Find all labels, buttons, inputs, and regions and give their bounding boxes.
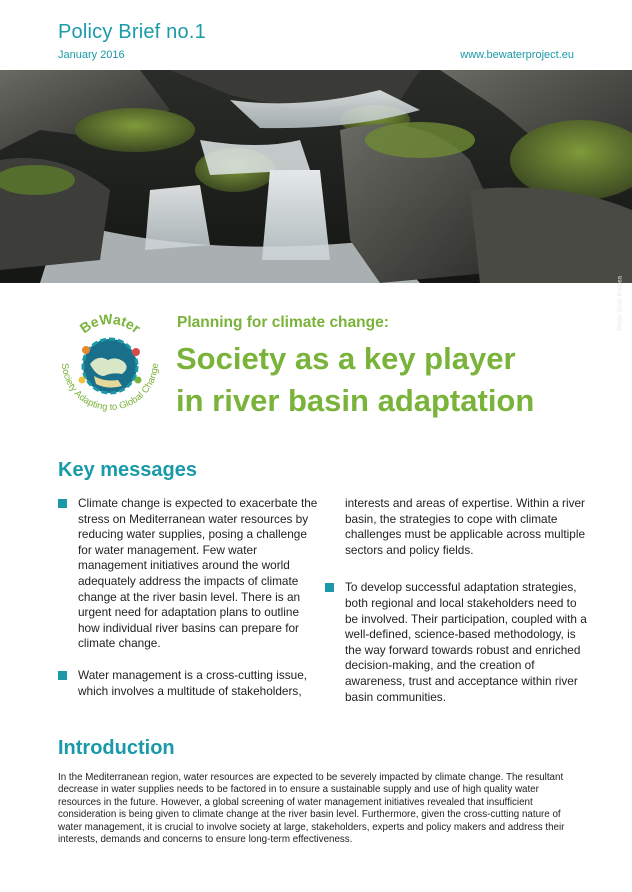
svg-text:Society Adapting to Global Cha: Society Adapting to Global Change [58, 362, 162, 414]
project-url-link[interactable]: www.bewaterproject.eu [460, 49, 574, 61]
brief-date: January 2016 [58, 49, 125, 61]
bullet-square-icon [325, 583, 334, 592]
key-message-3-text: To develop successful adaptation strategies, both regional and local stakeholders need to be involved. Their participation, coupled with a well-defined, science-based methodology, is the way forward towards robust and enriched decision-making, and the creation of awareness, trust and acceptance within river basin communities. [345, 580, 587, 704]
brief-title: Policy Brief no.1 [58, 21, 206, 43]
key-message-2-text: Water management is a cross-cutting issue, which involves a multitude of stakeholders, [78, 667, 308, 698]
page-header [0, 0, 632, 70]
waterfall-illustration [0, 70, 632, 283]
key-messages-heading: Key messages [58, 459, 197, 481]
key-message-1-text: Climate change is expected to exacerbate the stress on Mediterranean water resources by reducing water supplies, posing a challenge for water management. Few water management initiatives around the world adequately address the impacts of climate change at the river basin level. There is an urgent need for adaptation plans to outline how individual river basins can prepare for climate change. [78, 496, 318, 651]
key-messages-right-column [325, 496, 587, 721]
photo-credit: Photo: Enric Badosa [618, 276, 624, 331]
headline-title-line1: Society as a key player [176, 341, 516, 376]
headline-subtitle: Planning for climate change: [177, 314, 389, 331]
headline-title-line2: in river basin adaptation [176, 383, 535, 418]
bullet-square-icon [58, 671, 67, 680]
bewater-logo-graphic [52, 306, 168, 426]
key-message-2 [58, 668, 320, 699]
bullet-square-icon [58, 499, 67, 508]
headline-title [176, 338, 596, 422]
svg-text:BeWater: BeWater [76, 310, 144, 337]
bewater-logo [52, 306, 168, 426]
key-message-1 [58, 496, 320, 652]
key-message-2-continued: interests and areas of expertise. Within a river basin, the strategies to cope with climate challenges must be applicable across multiple sectors and policy fields. [345, 496, 585, 557]
introduction-body: In the Mediterranean region, water resources are expected to be severely impacted by climate change. The resultant decrease in water supplies needs to be factored in to ensure a sustainable supply and use of high quality water resources in the future. However, a global screening of water management initiatives revealed that insufficient consideration is being given to climate change at the river basin level. Furthermore, given the cross-cutting nature of water management, it is crucial to involve society at large, stakeholders, experts and policy makers and address their interests, demands and concerns to ensure long-term effectiveness. [58, 772, 565, 846]
introduction-heading: Introduction [58, 737, 175, 759]
key-messages-left-column [58, 496, 320, 715]
key-message-3 [325, 580, 587, 705]
